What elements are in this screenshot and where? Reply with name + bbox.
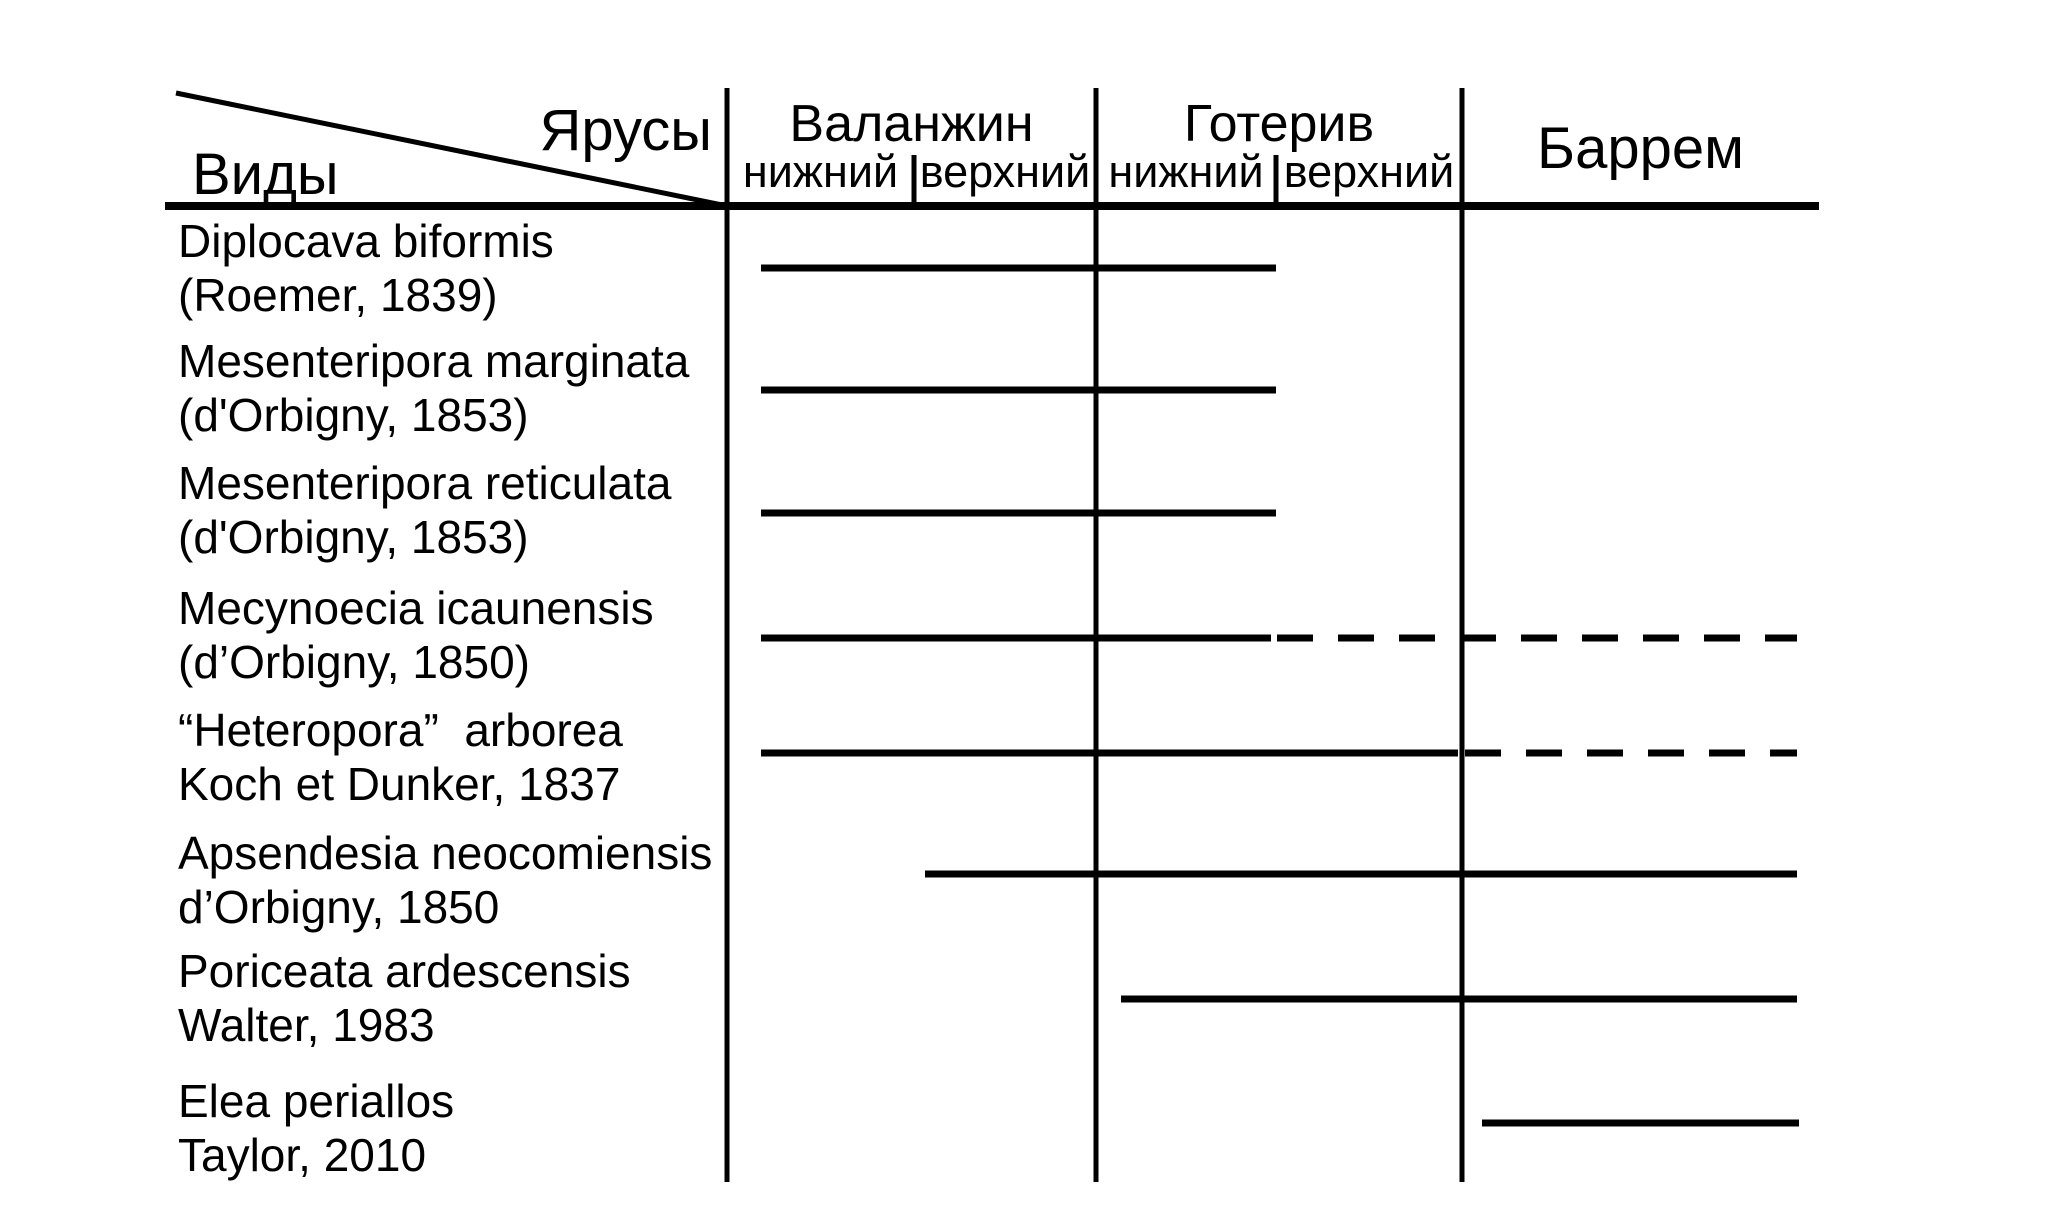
species-name: Mesenteripora marginata xyxy=(178,335,690,387)
stage-label-barremian: Баррем xyxy=(1537,116,1744,181)
species-author: (d'Orbigny, 1853) xyxy=(178,511,529,563)
substage-label-hauterivian-upper: верхний xyxy=(1283,146,1455,197)
species-name: Elea periallos xyxy=(178,1075,455,1127)
species-label xyxy=(178,214,554,322)
species-label xyxy=(178,456,671,564)
species-author: (Roemer, 1839) xyxy=(178,269,498,321)
species-name: Mecynoecia icaunensis xyxy=(178,582,654,634)
species-label xyxy=(178,334,689,442)
species-label xyxy=(178,826,712,934)
species-name: “Heteropora” arborea xyxy=(178,704,623,756)
stage-label-valanginian: Валанжин xyxy=(789,95,1034,153)
species-author: (d'Orbigny, 1853) xyxy=(178,389,529,441)
species-author: Walter, 1983 xyxy=(178,999,435,1051)
species-name: Apsendesia neocomiensis xyxy=(178,827,713,879)
species-name: Diplocava biformis xyxy=(178,215,554,267)
substage-label-valanginian-lower: нижний xyxy=(742,146,899,197)
stage-label-hauterivian: Готерив xyxy=(1183,95,1375,153)
species-name: Poriceata ardescensis xyxy=(178,945,631,997)
species-author: Koch et Dunker, 1837 xyxy=(178,758,621,810)
species-label xyxy=(178,581,654,689)
species-author: d’Orbigny, 1850 xyxy=(178,881,500,933)
species-label xyxy=(178,1074,454,1182)
substage-label-hauterivian-lower: нижний xyxy=(1108,146,1264,197)
species-author: Taylor, 2010 xyxy=(178,1129,427,1181)
species-author: (d’Orbigny, 1850) xyxy=(178,636,530,688)
substage-label-valanginian-upper: верхний xyxy=(919,146,1091,197)
species-label xyxy=(178,944,631,1052)
columns-axis-title: Ярусы xyxy=(539,98,712,163)
rows-axis-title: Виды xyxy=(192,142,339,207)
species-name: Mesenteripora reticulata xyxy=(178,457,672,509)
species-label xyxy=(178,703,623,811)
